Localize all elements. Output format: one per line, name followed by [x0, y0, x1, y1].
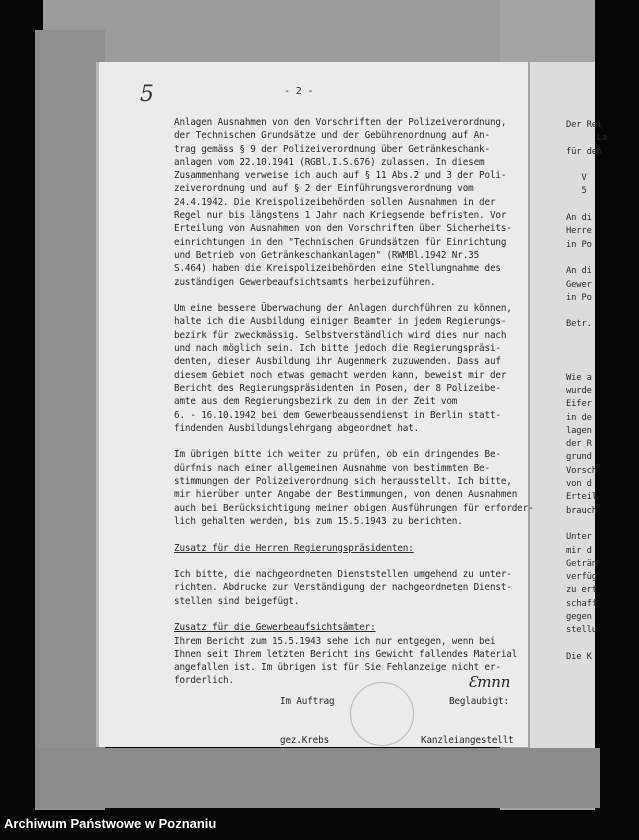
- side-line: [566, 305, 607, 318]
- body-line: [174, 528, 534, 541]
- signoff-line: Beglaubigt:: [449, 695, 509, 707]
- side-line: Erteil: [566, 492, 597, 503]
- letter-body: [174, 116, 534, 691]
- body-line: trag gemäss § 9 der Polizeiverordnung über Getränkeschank-: [174, 143, 490, 155]
- body-line: zuständigen Gewerbeaufsichtsamts herbeizuführen.: [174, 276, 436, 288]
- side-line: [566, 518, 607, 531]
- body-line: einrichtungen in den "Technischen Grundsätzen für Einrichtung: [174, 236, 507, 248]
- side-line: Die K: [566, 651, 592, 662]
- side-line: [566, 199, 607, 212]
- body-line: Zusammenhang verweise ich auch auf § 11 Abs.2 und 3 der Poli-: [174, 170, 507, 182]
- side-line: mir d: [566, 545, 592, 556]
- body-line: [174, 555, 534, 568]
- body-line: denten, dieser Ausbildung ihr Augenmerk zuzuwenden. Dass auf: [174, 356, 501, 368]
- side-line: An di: [566, 213, 592, 224]
- signoff-line: Kanzleiangestellt: [421, 735, 514, 747]
- side-line: für den: [566, 146, 603, 157]
- signoff-in-auftrag: [280, 668, 334, 774]
- body-line: und Betrieb von Getränkeschankanlagen" (RWMBl.1942 Nr.35: [174, 249, 480, 261]
- signoff-line: Im Auftrag: [280, 695, 335, 707]
- side-line: Vorsch: [566, 465, 597, 476]
- side-line: Gewer: [566, 279, 592, 290]
- signoff-line: gez.Krebs: [280, 735, 330, 747]
- side-line: stellu: [566, 625, 597, 636]
- side-line: verfüg: [566, 572, 597, 583]
- folder-edge-top: [43, 0, 513, 70]
- side-line: grund: [566, 452, 592, 463]
- side-line: Herre: [566, 226, 592, 237]
- body-line: Zusatz für die Herren Regierungspräsidenten:: [174, 542, 414, 554]
- body-line: Ihrem Bericht zum 15.5.1943 sehe ich nur entgegen, wenn bei: [174, 635, 496, 647]
- body-line: Ihnen seit Ihrem letzten Bericht ins Gewicht fallendes Material: [174, 648, 518, 660]
- body-line: auch bei Berücksichtigung meiner obigen Ausführungen für erforder-: [174, 502, 534, 514]
- handwritten-signature: Ɛmnn: [468, 673, 511, 691]
- side-line: Unter: [566, 532, 592, 543]
- body-line: Um eine bessere Überwachung der Anlagen durchführen zu können,: [174, 303, 512, 315]
- page-number: - 2 -: [284, 86, 314, 97]
- side-line: V: [566, 173, 587, 184]
- body-line: stellen sind beigefügt.: [174, 595, 300, 607]
- body-line: Bericht des Regierungspräsidenten in Posen, der 8 Polizeibe-: [174, 382, 501, 394]
- official-stamp: [350, 682, 414, 746]
- side-line: in Po: [566, 292, 592, 303]
- body-line: bezirk für zweckmässig. Selbstverständlich wird dies nur nach: [174, 329, 507, 341]
- side-line: lagen: [566, 425, 592, 436]
- body-line: 6. - 16.10.1942 bei dem Gewerbeaussendienst in Berlin statt-: [174, 409, 501, 421]
- side-line: [566, 332, 607, 345]
- body-line: forderlich.: [174, 675, 234, 687]
- side-line: schaff: [566, 598, 597, 609]
- side-line: La: [566, 133, 608, 144]
- body-line: diesem Gebiet noch etwas gemacht werden kann, beweist mir der: [174, 369, 507, 381]
- body-line: Ich bitte, die nachgeordneten Dienststellen umgehend zu unter-: [174, 569, 512, 581]
- side-line: zu ert: [566, 585, 597, 596]
- side-line: Der Rei: [566, 120, 603, 130]
- side-line: [566, 638, 607, 651]
- body-line: mir hierüber unter Angabe der Bestimmungen, von denen Ausnahmen: [174, 489, 518, 501]
- side-line: Betr.: [566, 319, 592, 330]
- body-line: amte aus dem Regierungsbezirk zu dem in der Zeit vom: [174, 396, 458, 408]
- body-line: halte ich die Ausbildung einiger Beamter in jedem Regierungs-: [174, 316, 507, 328]
- body-line: [174, 435, 534, 448]
- body-line: Im übrigen bitte ich weiter zu prüfen, ob ein dringendes Be-: [174, 449, 501, 461]
- body-line: 24.4.1942. Die Kreispolizeibehörden sollen Ausnahmen in der: [174, 196, 496, 208]
- side-line: von d: [566, 479, 592, 490]
- side-line: in de: [566, 412, 592, 423]
- side-line: 5: [566, 186, 587, 197]
- body-line: lich gehalten werden, bis zum 15.5.1943 zu berichten.: [174, 515, 463, 527]
- archive-label: Archiwum Państwowe w Poznaniu: [4, 816, 217, 831]
- side-line: brauch: [566, 505, 597, 516]
- side-line: [566, 345, 607, 358]
- side-line: der R: [566, 439, 592, 450]
- side-line: An di: [566, 266, 592, 277]
- body-line: S.464) haben die Kreispolizeibehörden eine Stellungnahme des: [174, 263, 501, 275]
- body-line: Regel nur bis längstens 1 Jahr nach Kriegsende befristen. Vor: [174, 210, 507, 222]
- body-line: Erteilung von Ausnahmen von den Vorschriften über Sicherheits-: [174, 223, 512, 235]
- side-line: in Po: [566, 239, 592, 250]
- body-line: Anlagen Ausnahmen von den Vorschriften der Polizeiverordnung,: [174, 117, 507, 128]
- body-line: [174, 608, 534, 621]
- side-line: gegen: [566, 611, 592, 622]
- body-line: angefallen ist. Im übrigen ist für Sie Fehlanzeige nicht er-: [174, 662, 501, 674]
- side-line: [566, 159, 607, 172]
- body-line: [174, 289, 534, 302]
- side-line: wurde: [566, 385, 592, 396]
- folio-number: 5: [140, 82, 154, 107]
- body-line: und nach möglich sein. Ich bitte jedoch die Regierungspräsi-: [174, 343, 501, 355]
- body-line: der Technischen Grundsätze und der Gebührenordnung auf An-: [174, 130, 490, 142]
- adjacent-page-text: [566, 119, 607, 664]
- body-line: richten. Abdrucke zur Verständigung der nachgeordneten Dienst-: [174, 582, 512, 594]
- side-line: Eifer: [566, 399, 592, 410]
- side-line: Wie a: [566, 372, 592, 383]
- body-line: anlagen vom 22.10.1941 (RGBl.I.S.676) zulassen. In diesem: [174, 156, 485, 168]
- folder-edge-left: [35, 30, 105, 810]
- body-line: findenden Ausbildungslehrgang abgeordnet hat.: [174, 422, 420, 434]
- side-line: [566, 252, 607, 265]
- side-line: Geträn: [566, 558, 597, 569]
- body-line: dürfnis nach einer allgemeinen Ausnahme von bestimmten Be-: [174, 462, 490, 474]
- body-line: Zusatz für die Gewerbeaufsichtsämter:: [174, 622, 376, 634]
- side-line: [566, 358, 607, 371]
- body-line: stimmungen der Polizeiverordnung sich herausstellt. Ich bitte,: [174, 476, 512, 488]
- body-line: zeiverordnung und auf § 2 der Einführungsverordnung vom: [174, 183, 474, 195]
